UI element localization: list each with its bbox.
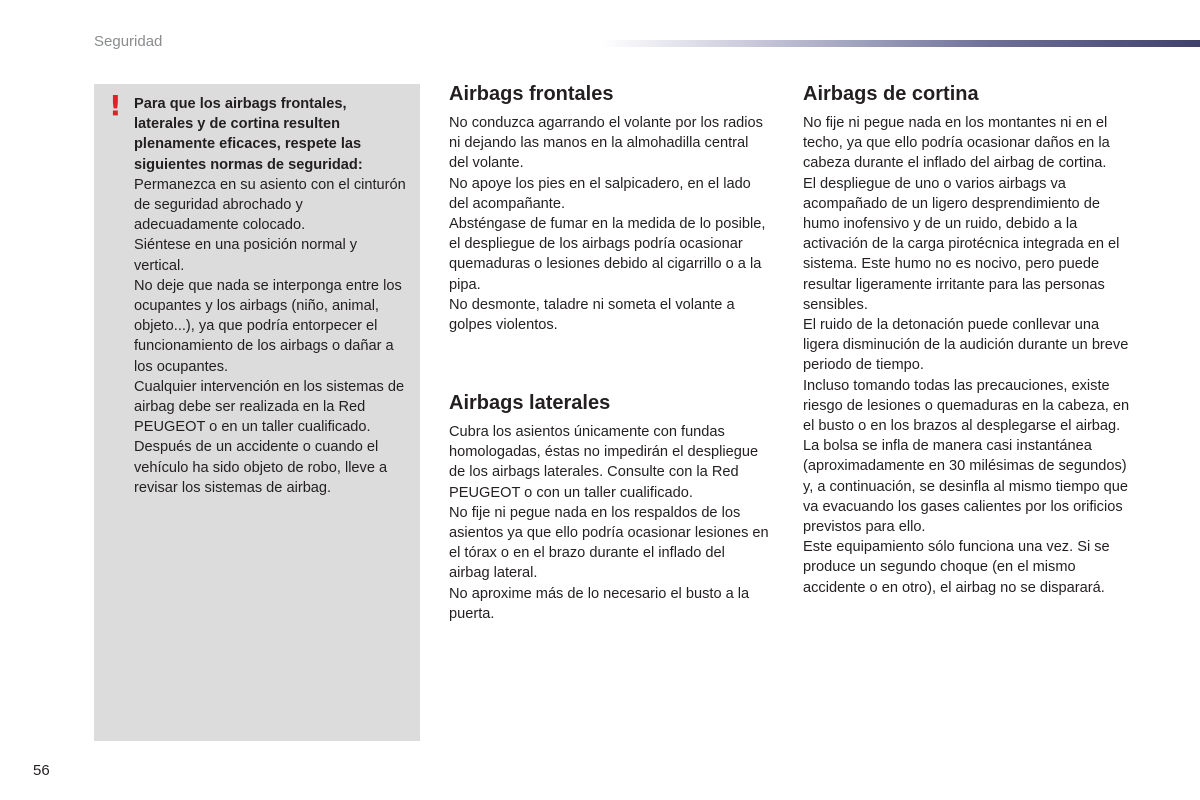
laterales-paragraph: Cubra los asientos únicamente con fundas homologadas, éstas no impedirán el despliegue de los airbags laterales. Consulte con la Red PEUGEOT o con un taller cualificado.: [449, 424, 759, 501]
laterales-paragraph: No fije ni pegue nada en los respaldos de los asientos ya que ello podría ocasionar lesiones en el tórax o en el brazo durante el inflado del airbag lateral.: [449, 504, 769, 582]
cortina-paragraph: El despliegue de uno o varios airbags va acompañado de un ligero desprendimiento de humo inofensivo y de un ruido, debido a la activación de la carga pirotécnica integrada en el sistema. Este humo no es nocivo, pero puede resultar ligeramente irritante para las personas sensibles.: [803, 175, 1120, 313]
section-cortina: [803, 82, 1131, 598]
heading-cortina: Airbags de cortina: [803, 83, 979, 105]
cortina-paragraph: El ruido de la detonación puede conllevar una ligera disminución de la audición durante un breve periodo de tiempo.: [803, 317, 1129, 374]
frontales-paragraph: Absténgase de fumar en la medida de lo posible, el despliegue de los airbags podría ocasionar quemaduras o lesiones debido al cigarrillo o a la pipa.: [449, 216, 766, 293]
section-frontales: [449, 82, 769, 335]
heading-frontales: Airbags frontales: [449, 83, 614, 105]
heading-laterales: Airbags laterales: [449, 392, 611, 414]
warning-paragraph: Después de un accidente o cuando el vehículo ha sido objeto de robo, lleve a revisar los sistemas de airbag.: [134, 439, 388, 496]
warning-paragraph: Cualquier intervención en los sistemas de airbag debe ser realizada en la Red PEUGEOT o en un taller cualificado.: [134, 378, 405, 436]
frontales-paragraph: No conduzca agarrando el volante por los radios ni dejando las manos en la almohadilla central del volante.: [449, 115, 763, 172]
laterales-paragraph: No aproxime más de lo necesario el busto a la puerta.: [449, 585, 750, 622]
warning-paragraph: No deje que nada se interponga entre los ocupantes y los airbags (niño, animal, objeto...), ya que podría entorpecer el funcionamiento de los airbags o dañar a los ocupantes.: [134, 277, 402, 375]
warning-paragraph: Siéntese en una posición normal y vertical.: [134, 237, 358, 274]
cortina-paragraph: No fije ni pegue nada en los montantes ni en el techo, ya que ello podría ocasionar daños en la cabeza durante el inflado del airbag de cortina.: [803, 115, 1110, 172]
warning-title: Para que los airbags frontales, laterales y de cortina resulten plenamente eficaces, respete las siguientes normas de seguridad:: [134, 96, 363, 173]
frontales-paragraph: No apoye los pies en el salpicadero, en el lado del acompañante.: [449, 175, 751, 212]
exclamation-icon: !: [109, 89, 122, 122]
page-number: 56: [33, 762, 50, 779]
frontales-paragraph: No desmonte, taladre ni someta el volante a golpes violentos.: [449, 296, 735, 334]
cortina-paragraph: Este equipamiento sólo funciona una vez. Si se produce un segundo choque (en el mismo accidente o en otro), el airbag no se disparará.: [803, 539, 1110, 596]
section-laterales: [449, 391, 769, 624]
warning-box: [94, 84, 420, 741]
cortina-paragraph: Incluso tomando todas las precauciones, existe riesgo de lesiones o quemaduras en la cabeza, en el busto o en los brazos al desplegarse el airbag. La bolsa se infla de manera casi instantánea (aproximadamente en 30 milésimas de segundos) y, a continuación, se desinfla al mismo tiempo que va evacuando los gases calientes por los orificios previstos para ello.: [803, 377, 1130, 536]
header-gradient-bar: [600, 40, 1200, 47]
section-title: Seguridad: [94, 33, 163, 50]
warning-paragraph: Permanezca en su asiento con el cinturón de seguridad abrochado y adecuadamente colocado.: [134, 176, 406, 234]
warning-text: [134, 94, 409, 498]
